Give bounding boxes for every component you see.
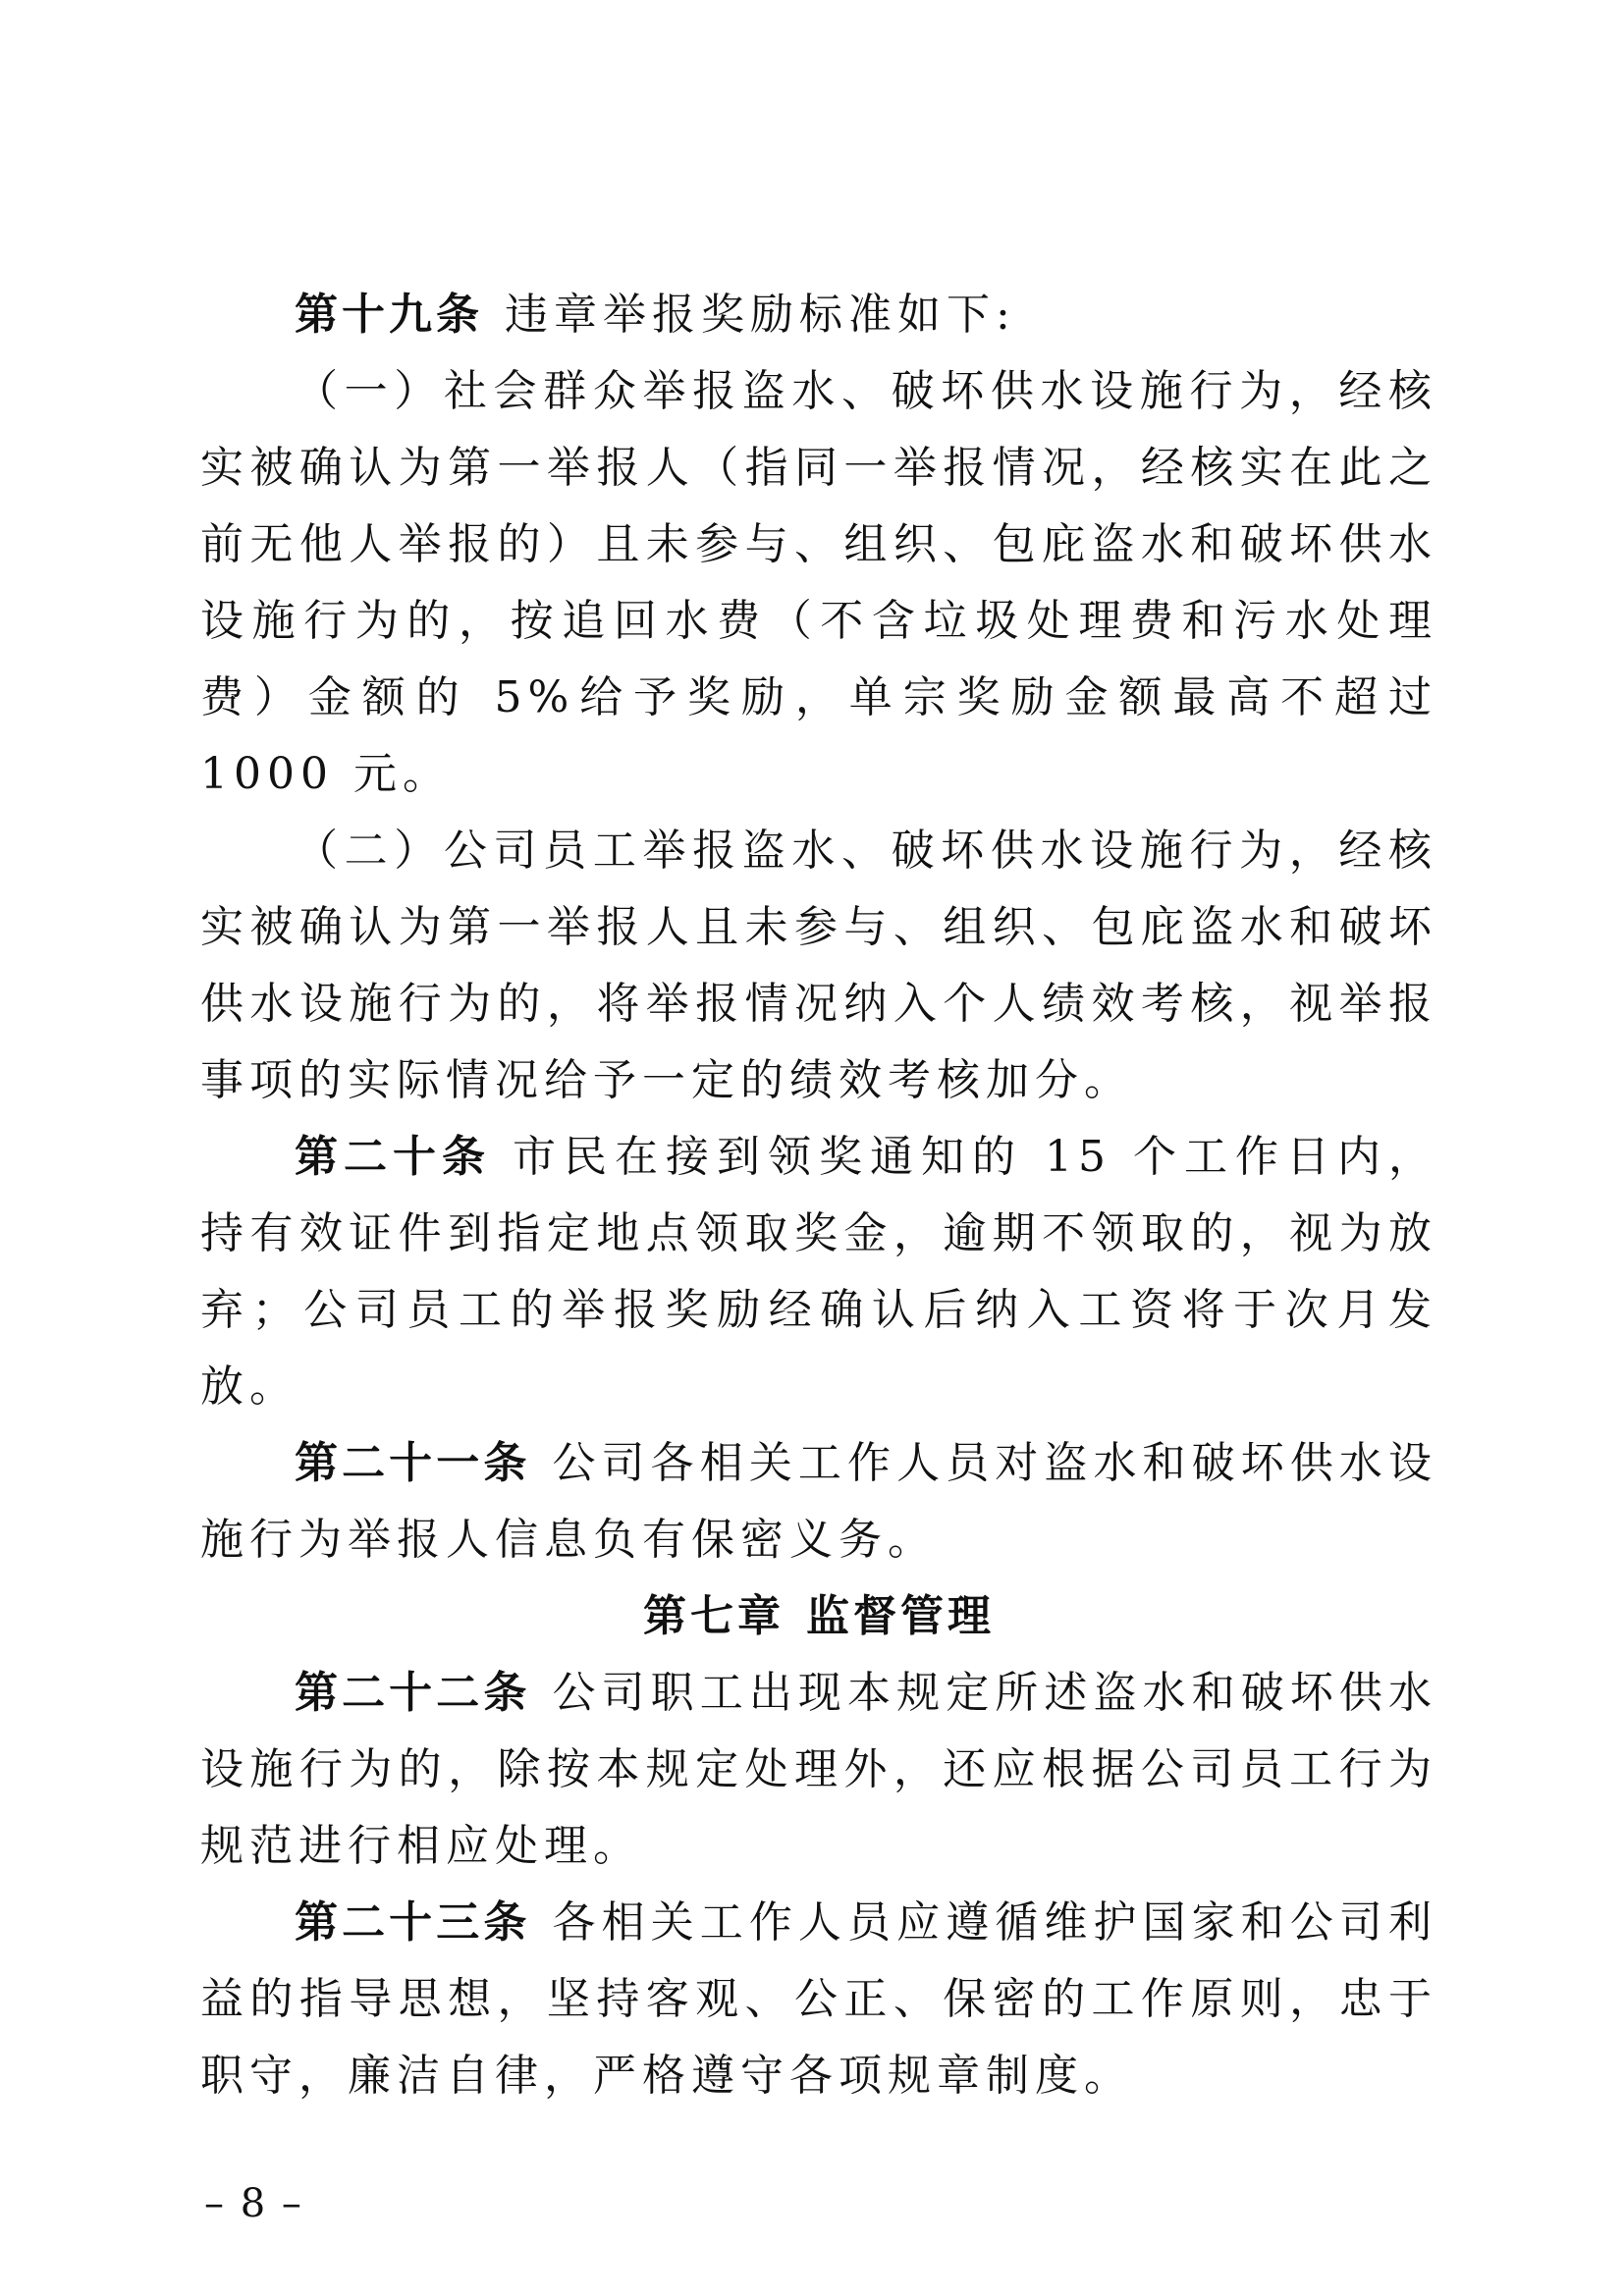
- article-text: 公司各相关工作人员对盗水和破坏供水设施行为举报人信息负有保密义务。: [200, 1438, 1438, 1565]
- article-22: [200, 1655, 1437, 1885]
- article-text: 各相关工作人员应遵循维护国家和公司利益的指导思想，坚持客观、公正、保密的工作原则，忠于职守，廉洁自律，严格遵守各项规章制度。: [200, 1897, 1438, 2101]
- article-label: 第二十三条: [295, 1897, 531, 1948]
- article-text: 市民在接到领奖通知的 15 个工作日内，持有效证件到指定地点领取奖金，逾期不领取的，视为放弃；公司员工的举报奖励经确认后纳入工资将于次月发放。: [200, 1132, 1438, 1412]
- article-label: 第二十条: [295, 1132, 492, 1182]
- article-19-item-2: （二）公司员工举报盗水、破坏供水设施行为，经核实被确认为第一举报人且未参与、组织、包庇盗水和破坏供水设施行为的，将举报情况纳入个人绩效考核，视举报事项的实际情况给予一定的绩效考核加分。: [200, 826, 1437, 1105]
- article-21: [200, 1425, 1437, 1578]
- chapter-title: 监督管理: [806, 1591, 995, 1641]
- article-19-item-1: （一）社会群众举报盗水、破坏供水设施行为，经核实被确认为第一举报人（指同一举报情况，经核实在此之前无他人举报的）且未参与、组织、包庇盗水和破坏供水设施行为的，按追回水费（不含垃圾处理费和污水处理费）金额的 5%给予奖励，单宗奖励金额最高不超过 1000 元。: [200, 366, 1437, 799]
- article-label: 第二十二条: [295, 1668, 531, 1718]
- page-number: – 8 –: [204, 2181, 303, 2226]
- document-body: [200, 277, 1437, 2114]
- chapter-heading: [200, 1578, 1437, 1655]
- article-20: [200, 1119, 1437, 1425]
- article-label: 第二十一条: [295, 1438, 531, 1488]
- article-label: 第十九条: [295, 290, 483, 340]
- article-text: 违章举报奖励标准如下:: [505, 290, 1016, 340]
- chapter-number: 第七章: [643, 1591, 785, 1641]
- article-text: 公司职工出现本规定所述盗水和破坏供水设施行为的，除按本规定处理外，还应根据公司员工行为规范进行相应处理。: [200, 1668, 1438, 1871]
- article-23: [200, 1885, 1437, 2114]
- article-19: [200, 277, 1437, 353]
